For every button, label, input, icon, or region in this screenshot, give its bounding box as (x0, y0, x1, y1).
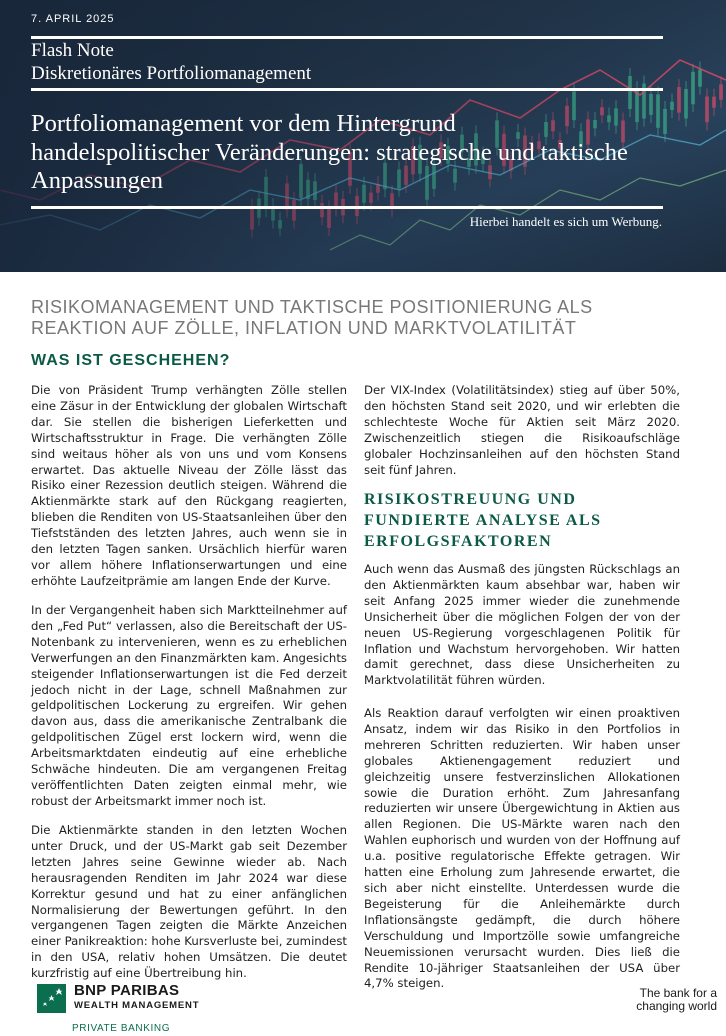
col1-paragraph-3: Die Aktienmärkte standen in den letzten Wochen unter Druck, und der US-Markt gab seit Dezember letzten Jahres seine Gewinne wieder ab. Nach herausragenden Renditen im Jahr 2024 war diese Korrektur gesund und hat zu einer anfänglichen Normalisierung der Bewertungen geführt. In den vergangenen Tagen zeigten die Märkte Anzeichen einer Panikreaktion: hohe Kursverluste bei, zumindest in den USA, relativ hohen Umsätzen. Die deutet kurzfristig auf eine Übertreibung hin. (31, 823, 347, 981)
document-type: Flash Note (31, 40, 114, 61)
col2-paragraph-1: Auch wenn das Ausmaß des jüngsten Rückschlags an den Aktienmärkten kaum absehbar war, haben wir seit Anfang 2025 immer wieder die zunehmende Unsicherheit über die möglichen Folgen der von der neuen US-Regierung vorgeschlagenen Politik für Inflation und Wachstum hervorgehoben. Wir hatten damit gerechnet, dass diese Unsicherheiten zu Marktvolatilität führen würden. (364, 562, 680, 688)
col2-paragraph-0: Der VIX-Index (Volatilitätsindex) stieg auf über 50%, den höchsten Stand seit 2020, und wir erlebten die schlechteste Woche für Aktien seit März 2020. Zwischenzeitlich stiegen die Risikoaufschläge globaler Hochzinsanleihen auf den höchsten Stand seit fünf Jahren. (364, 383, 680, 477)
stars-logo-icon (37, 984, 66, 1013)
header-banner (0, 0, 726, 272)
logo-private-banking: PRIVATE BANKING (72, 1023, 171, 1034)
advertising-notice: Hierbei handelt es sich um Werbung. (469, 214, 662, 229)
report-date: 7. APRIL 2025 (31, 13, 115, 25)
col2-paragraph-2: Als Reaktion darauf verfolgten wir einen proaktiven Ansatz, indem wir das Risiko in den Portfolios in mehreren Schritten reduzierten. Wir haben unser globales Aktienengagement reduziert und gleichzeitig unsere festverzinslichen Allokationen sowie die Duration erhöht. Zum Jahresanfang reduzierten wir unsere Übergewichtung in Aktien aus allen Regionen. Die US-Märkte waren nach den Wahlen euphorisch und wurden von der Hoffnung auf u.a. positive regulatorische Effekte getragen. Wir hatten eine Erholung zum Jahresende erwartet, die sich aber nicht einstellte. Unterdessen wurde die Begeisterung für die Anleihemärkte durch Inflationsängste gedämpft, die durch höhere Verschuldung und Importzölle sowie umfangreiche Neuemissionen verursacht wurden. Dies ließ die Rendite 10-jähriger Staatsanleihen der USA über 4,7% steigen. (364, 706, 680, 991)
risk-diversification-heading: RISIKOSTREUUNG UND FUNDIERTE ANALYSE ALS ERFOLGSFAKTOREN (364, 491, 602, 550)
document-title: Portfoliomanagement vor dem Hintergrund handelspolitischer Veränderungen: strategische und taktische Anpassungen (31, 110, 628, 194)
header-divider-bottom (31, 206, 663, 209)
col1-paragraph-2: In der Vergangenheit haben sich Marktteilnehmer auf den „Fed Put“ verlassen, also die Bereitschaft der US-Notenbank zu intervenieren, wenn es zu erheblichen Verwerfungen an den Finanzmärkten kam. Angesichts steigender Inflationserwartungen ist die Fed derzeit jedoch nicht in der Lage, schnell Maßnahmen zur geldpolitischen Lockerung zu ergreifen. Wir gehen davon aus, dass die amerikanische Zentralbank die geldpolitischen Zügel erst lockern wird, wenn die Arbeitsmarktdaten eindeutig auf eine erhebliche Schwäche hindeuten. Die am vergangenen Freitag veröffentlichten Daten zeigten einmal mehr, wie robust der Arbeitsmarkt immer noch ist. (31, 603, 347, 808)
brand-tagline: The bank for a changing world (636, 986, 717, 1013)
header-divider-top (31, 36, 663, 39)
header-divider-mid (31, 88, 663, 91)
logo-name: BNP PARIBAS (74, 982, 180, 999)
section-heading: RISIKOMANAGEMENT UND TAKTISCHE POSITIONIERUNG ALS REAKTION AUF ZÖLLE, INFLATION UND MARKTVOLATILITÄT (31, 297, 593, 338)
document-subtitle: Diskretionäres Portfoliomanagement (31, 63, 312, 84)
logo-wealth-management: WEALTH MANAGEMENT (74, 1000, 200, 1011)
col1-paragraph-1: Die von Präsident Trump verhängten Zölle stellen eine Zäsur in der Entwicklung der globalen Wirtschaft dar. Sie stellen die bisherigen Lieferketten und Wirtschaftsstruktur in Frage. Die verhängten Zölle sind weitaus höher als von uns und vom Konsens erwartet. Das aktuelle Niveau der Zölle lässt das Risiko einer Rezession deutlich steigen. Während die Aktienmärkte stark auf den Rückgang reagierten, blieben die Renditen von US-Staatsanleihen über den Tiefstständen des letzten Jahres, auch wenn sie in den letzten Tagen sanken. Ursächlich hierfür waren vor allem höhere Inflationserwartungen und eine erhöhte Laufzeitprämie am langen Ende der Kurve. (31, 383, 347, 588)
what-happened-heading: WAS IST GESCHEHEN? (31, 352, 231, 369)
